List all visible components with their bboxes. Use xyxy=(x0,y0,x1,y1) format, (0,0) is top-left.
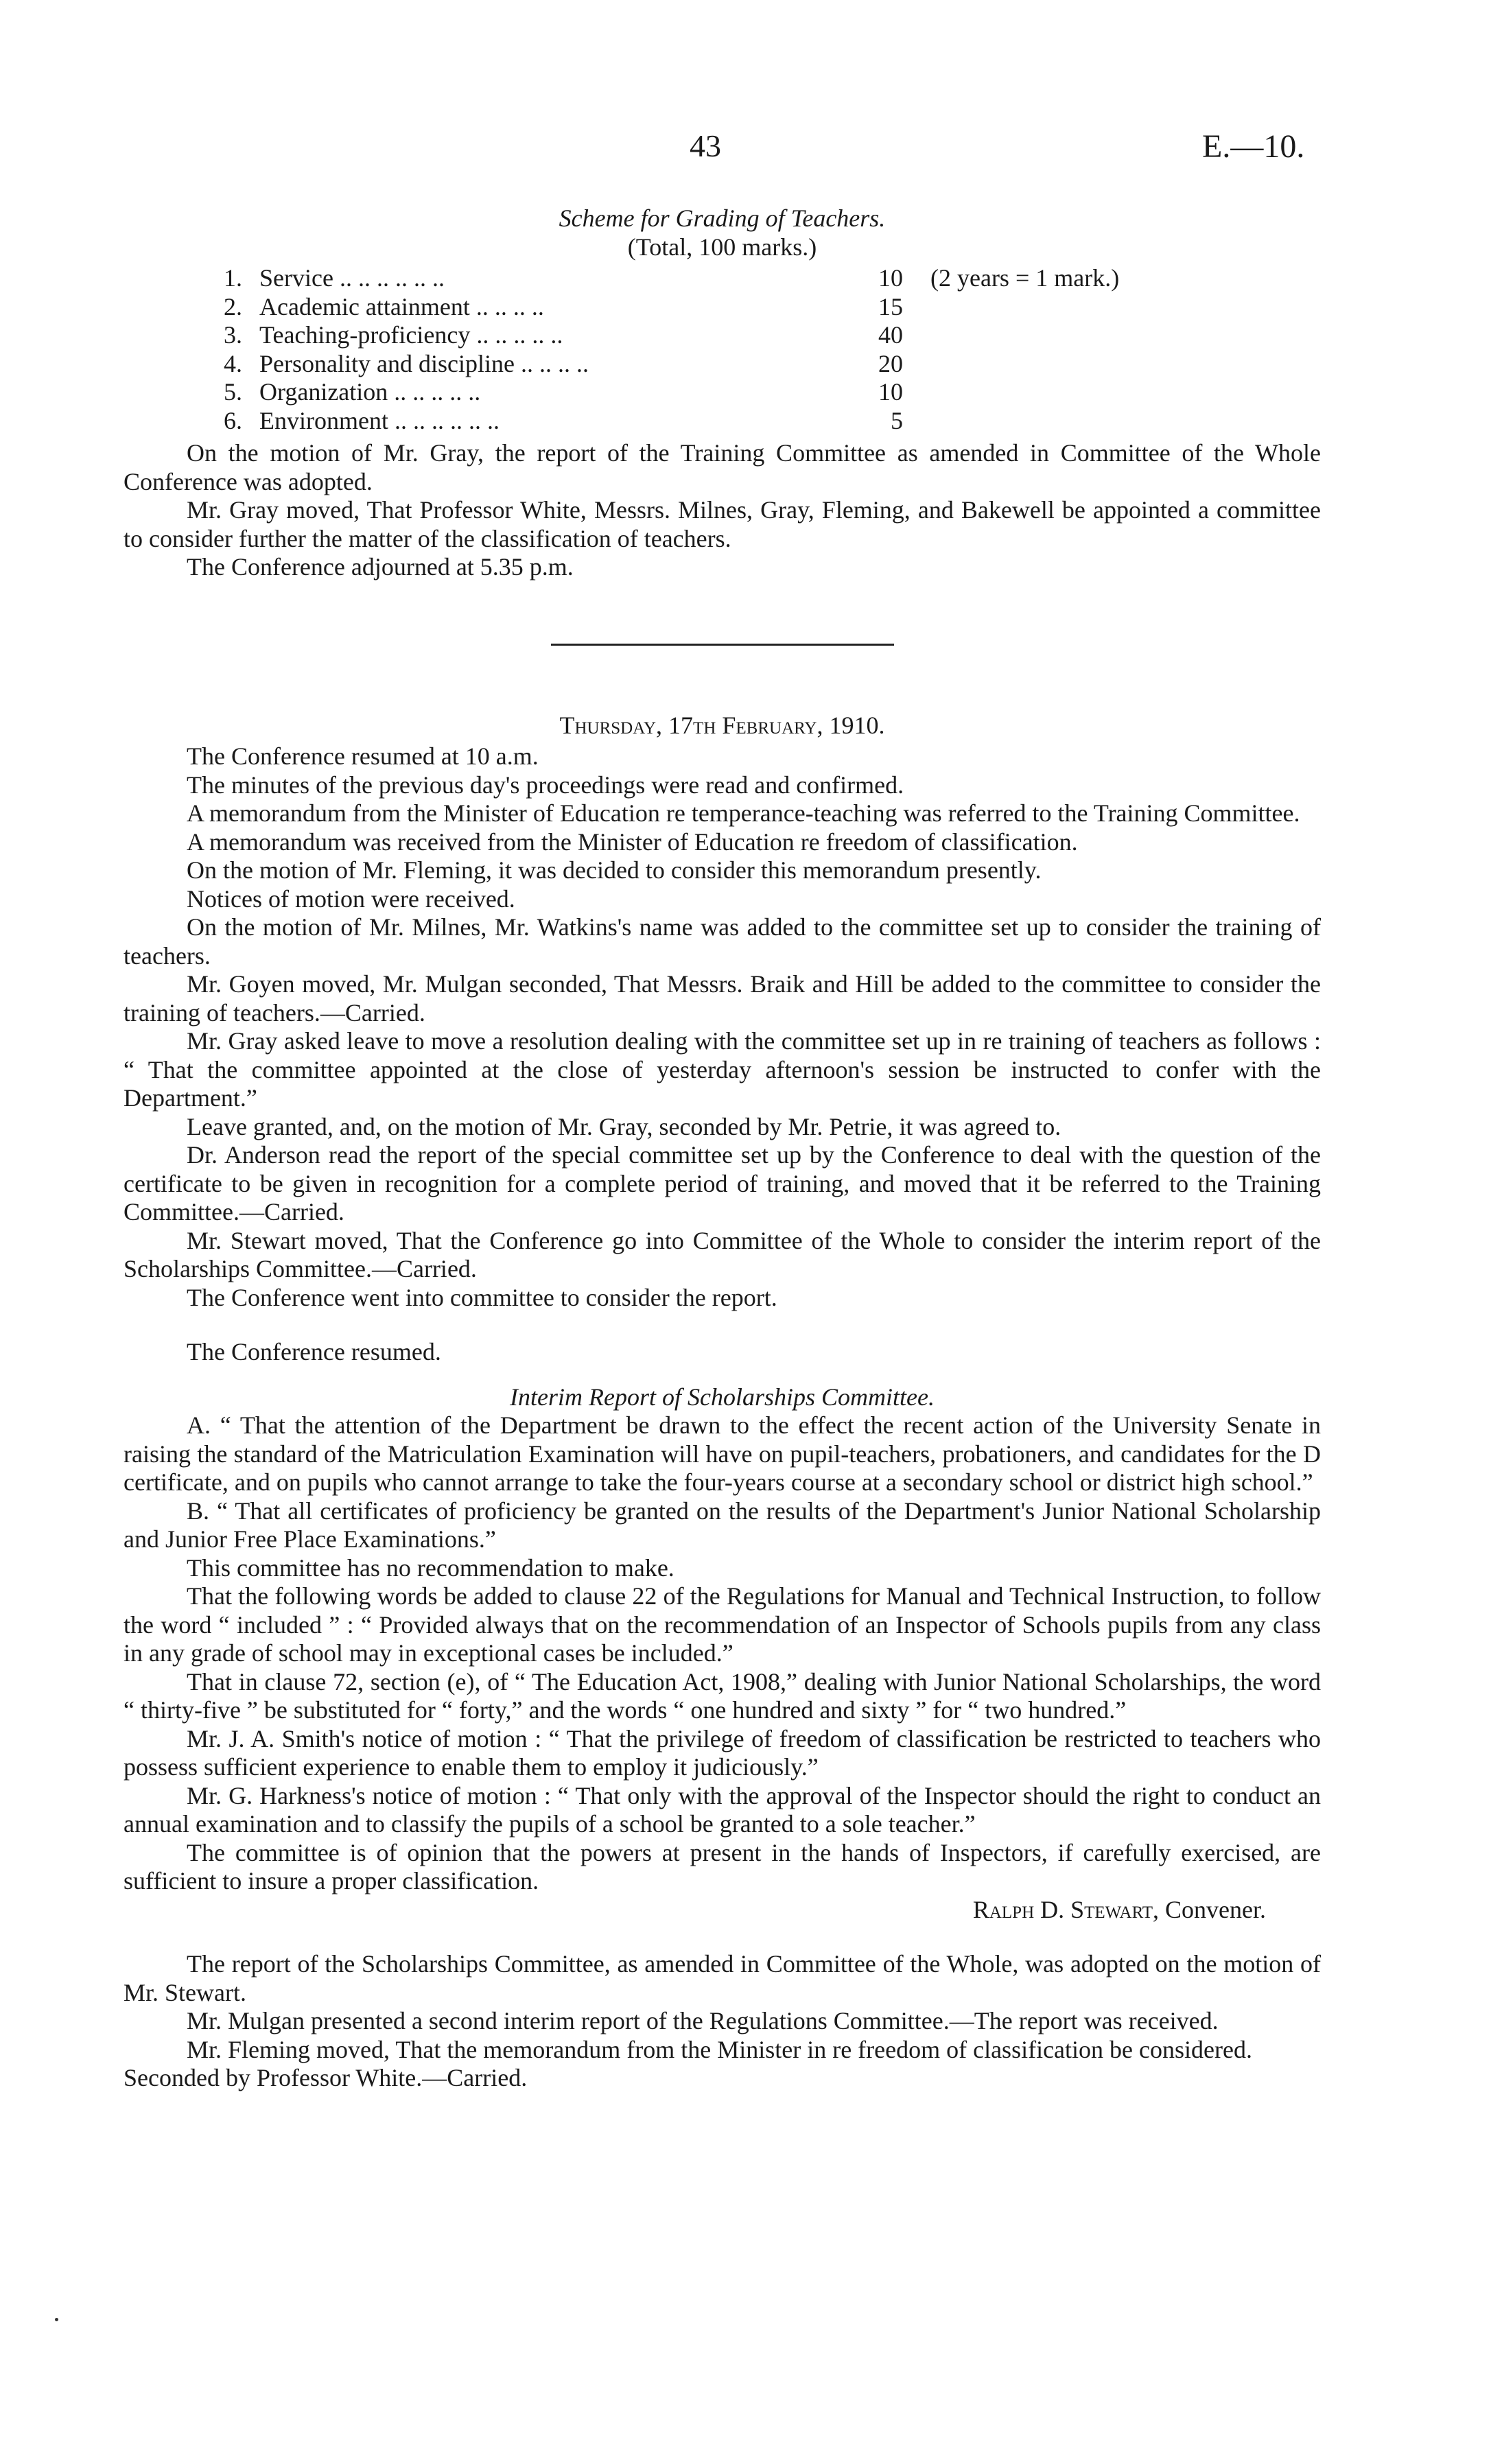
page-content xyxy=(124,204,1321,2093)
paragraph: Mr. G. Harkness's notice of motion : “ That only with the approval of the Inspector should the right to conduct an annual examination and to classify the pupils of a school be granted to a sole teacher.” xyxy=(124,1781,1321,1838)
paragraph: Mr. J. A. Smith's notice of motion : “ That the privilege of freedom of classification be restricted to teachers who possess sufficient experience to enable them to employ it judiciously.” xyxy=(124,1724,1321,1781)
paragraph: Notices of motion were received. xyxy=(187,884,515,913)
paragraph: The committee is of opinion that the powers at present in the hands of Inspectors, if carefully exercised, are sufficient to insure a proper classification. xyxy=(124,1838,1321,1894)
grading-row xyxy=(224,350,1321,379)
paragraph: The Conference adjourned at 5.35 p.m. xyxy=(187,553,574,580)
paragraph: That in clause 72, section (e), of “ The Education Act, 1908,” dealing with Junior National Scholarships, the word “ thirty-five ” be substituted for “ forty,” and the words “ one hundred and sixty ” for “ two hundred.” xyxy=(124,1667,1321,1724)
signature-role: Convener. xyxy=(1159,1895,1266,1923)
grading-row xyxy=(224,321,1321,350)
signature-name: Ralph D. Stewart, xyxy=(972,1895,1160,1923)
paragraph: The report of the Scholarships Committee, as amended in Committee of the Whole, was adopted on the motion of Mr. Stewart. xyxy=(124,1950,1321,2006)
grading-row-number: 2. xyxy=(224,292,242,320)
grading-row xyxy=(224,293,1321,322)
grading-row-number: 4. xyxy=(224,349,242,377)
grading-row-marks: 40 xyxy=(878,321,903,349)
paragraph: Mr. Fleming moved, That the memorandum from the Minister in re freedom of classification be considered. Seconded by Professor White.—Carried. xyxy=(124,2035,1252,2091)
report-title: Interim Report of Scholarships Committee. xyxy=(510,1383,935,1411)
document-reference: E.—10. xyxy=(1202,128,1305,165)
report-signature xyxy=(124,1896,1321,1925)
paragraph: Mr. Mulgan presented a second interim report of the Regulations Committee.—The report was received. xyxy=(187,2007,1219,2034)
paragraph: Leave granted, and, on the motion of Mr. Gray, seconded by Mr. Petrie, it was agreed to. xyxy=(187,1112,1061,1140)
paragraph: Mr. Gray moved, That Professor White, Messrs. Milnes, Gray, Fleming, and Bakewell be appointed a committee to consider further the matter of the classification of teachers. xyxy=(124,496,1321,552)
grading-row-label: Environment .. .. .. .. .. .. xyxy=(259,406,500,434)
paragraph: The Conference resumed at 10 a.m. xyxy=(187,742,539,770)
margin-mark xyxy=(55,2318,58,2321)
paragraph: The Conference went into committee to consider the report. xyxy=(187,1283,777,1311)
paragraph: A memorandum from the Minister of Education re temperance-teaching was referred to the Training Committee. xyxy=(187,799,1300,827)
grading-row-marks: 10 xyxy=(878,264,903,292)
grading-row-marks: 15 xyxy=(878,292,903,320)
grading-row-note: (2 years = 1 mark.) xyxy=(930,264,1120,292)
grading-row-label: Academic attainment .. .. .. .. xyxy=(259,292,544,320)
paragraph: Dr. Anderson read the report of the special committee set up by the Conference to deal with the question of the certificate to be given in recognition for a complete period of training, and moved that it be referred to the Training Committee.—Carried. xyxy=(124,1141,1321,1225)
grading-row-label: Organization .. .. .. .. .. xyxy=(259,378,481,406)
grading-row-number: 6. xyxy=(224,406,242,434)
grading-row-label: Teaching-proficiency .. .. .. .. .. xyxy=(259,321,563,349)
session-date-heading: Thursday, 17th February, 1910. xyxy=(559,711,885,739)
paragraph: The Conference resumed. xyxy=(187,1338,441,1365)
section-divider xyxy=(551,644,894,646)
paragraph: On the motion of Mr. Milnes, Mr. Watkins's name was added to the committee set up to consider the training of teachers. xyxy=(124,913,1321,970)
paragraph: Mr. Stewart moved, That the Conference go into Committee of the Whole to consider the interim report of the Scholarships Committee.—Carried. xyxy=(124,1226,1321,1282)
page-number: 43 xyxy=(690,128,721,163)
grading-table xyxy=(224,264,1321,435)
paragraph: Mr. Gray asked leave to move a resolution dealing with the committee set up in re training of teachers as follows : “ That the committee appointed at the close of yesterday afternoon's session be instructed to confer with the Department.” xyxy=(124,1027,1321,1112)
grading-row-number: 3. xyxy=(224,321,242,349)
paragraph: A memorandum was received from the Minister of Education re freedom of classification. xyxy=(187,828,1078,856)
grading-row-marks: 10 xyxy=(878,378,903,406)
grading-row-marks: 5 xyxy=(891,406,903,434)
grading-row-number: 5. xyxy=(224,378,242,406)
paragraph: This committee has no recommendation to make. xyxy=(187,1553,674,1582)
paragraph: A. “ That the attention of the Department be drawn to the effect the recent action of the University Senate in raising the standard of the Matriculation Examination will have on pupil-teachers, probationers, and candidates for the D certificate, and on pupils who cannot arrange to take the four-years course at a secondary school or district high school.” xyxy=(124,1411,1321,1496)
paragraph: The minutes of the previous day's proceedings were read and confirmed. xyxy=(187,771,904,799)
paragraph: On the motion of Mr. Fleming, it was decided to consider this memorandum presently. xyxy=(187,856,1042,884)
grading-scheme-title: Scheme for Grading of Teachers. xyxy=(559,204,886,232)
grading-scheme-subtitle: (Total, 100 marks.) xyxy=(627,233,817,261)
grading-row xyxy=(224,264,1321,293)
grading-row-number: 1. xyxy=(224,264,242,292)
grading-row-label: Service .. .. .. .. .. .. xyxy=(259,264,445,292)
grading-row-marks: 20 xyxy=(878,349,903,377)
grading-row xyxy=(224,407,1321,436)
grading-row xyxy=(224,378,1321,407)
paragraph: That the following words be added to clause 22 of the Regulations for Manual and Technical Instruction, to follow the word “ included ” : “ Provided always that on the recommendation of an Inspector of Schools pupils from any class in any grade of school may in exceptional cases be included.” xyxy=(124,1582,1321,1667)
paragraph: B. “ That all certificates of proficiency be granted on the results of the Department's Junior National Scholarship and Junior Free Place Examinations.” xyxy=(124,1497,1321,1553)
paragraph: On the motion of Mr. Gray, the report of the Training Committee as amended in Committee of the Whole Conference was adopted. xyxy=(124,439,1321,495)
paragraph: Mr. Goyen moved, Mr. Mulgan seconded, That Messrs. Braik and Hill be added to the committee to consider the training of teachers.—Carried. xyxy=(124,970,1321,1026)
grading-row-label: Personality and discipline .. .. .. .. xyxy=(259,349,589,377)
